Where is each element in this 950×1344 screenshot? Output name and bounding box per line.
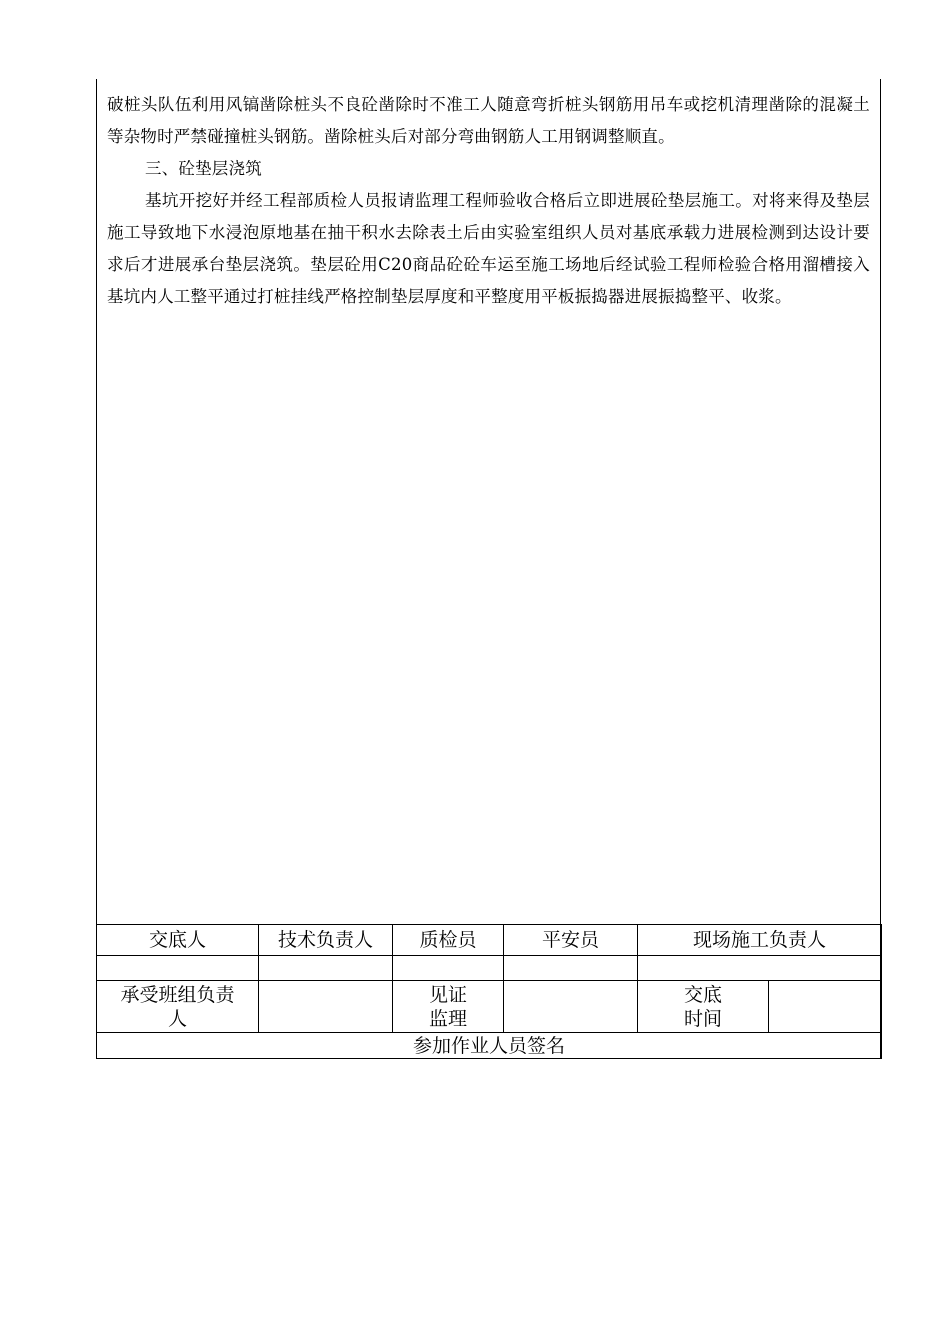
paragraph-pile-head: 破桩头队伍利用风镐凿除桩头不良砼凿除时不准工人随意弯折桩头钢筋用吊车或挖机清理凿除的混凝土等杂物时严禁碰撞桩头钢筋。凿除桩头后对部分弯曲钢筋人工用钢调整顺直。	[107, 95, 870, 146]
sign-field-quality[interactable]	[393, 956, 504, 981]
cell-tech-lead: 技术负责人	[259, 925, 393, 956]
sign-blank-row	[97, 956, 882, 981]
cell-quality-inspector: 质检员	[393, 925, 504, 956]
witness-label-line2: 监理	[428, 1007, 467, 1030]
sign-field-discloser[interactable]	[97, 956, 259, 981]
paragraph-cushion-pouring: 基坑开挖好并经工程部质检人员报请监理工程师验收合格后立即进展砼垫层施工。对将来得及垫层施工导致地下水浸泡原地基在抽干积水去除表土后由实验室组织人员对基底承载力进展检测到达设计要求后才进展承台垫层浇筑。垫层砼用C20商品砼砼车运至施工场地后经试验工程师检验合格用溜槽接入基坑内人工整平通过打桩挂线严格控制垫层厚度和平整度用平板振捣器进展振捣整平、收浆。	[107, 191, 870, 306]
sign-field-time[interactable]	[769, 981, 882, 1033]
cell-time-label	[638, 981, 769, 1033]
body-text-area	[97, 79, 880, 924]
section-heading-cushion: 三、砼垫层浇筑	[145, 159, 262, 178]
receiver-label-line2: 人	[167, 1007, 187, 1030]
cell-safety-officer: 平安员	[504, 925, 638, 956]
document-frame	[96, 79, 881, 1059]
time-label-line1: 交底	[683, 983, 722, 1006]
receiver-label-line1: 承受班组负责	[120, 983, 235, 1006]
cell-witness-label	[393, 981, 504, 1033]
cell-site-manager: 现场施工负责人	[638, 925, 882, 956]
sign-field-safety[interactable]	[504, 956, 638, 981]
cell-receiver-label	[97, 981, 259, 1033]
witness-label-line1: 见证	[428, 983, 467, 1006]
cell-discloser: 交底人	[97, 925, 259, 956]
signature-table	[96, 924, 882, 1059]
sign-field-site-manager[interactable]	[638, 956, 882, 981]
time-label-line2: 时间	[683, 1007, 722, 1030]
cell-participants-label: 参加作业人员签名	[97, 1033, 882, 1059]
sign-participants-row	[97, 1033, 882, 1059]
sign-field-receiver[interactable]	[259, 981, 393, 1033]
sign-field-witness[interactable]	[504, 981, 638, 1033]
sign-header-row	[97, 925, 882, 956]
sign-receiver-row	[97, 981, 882, 1033]
sign-field-tech-lead[interactable]	[259, 956, 393, 981]
